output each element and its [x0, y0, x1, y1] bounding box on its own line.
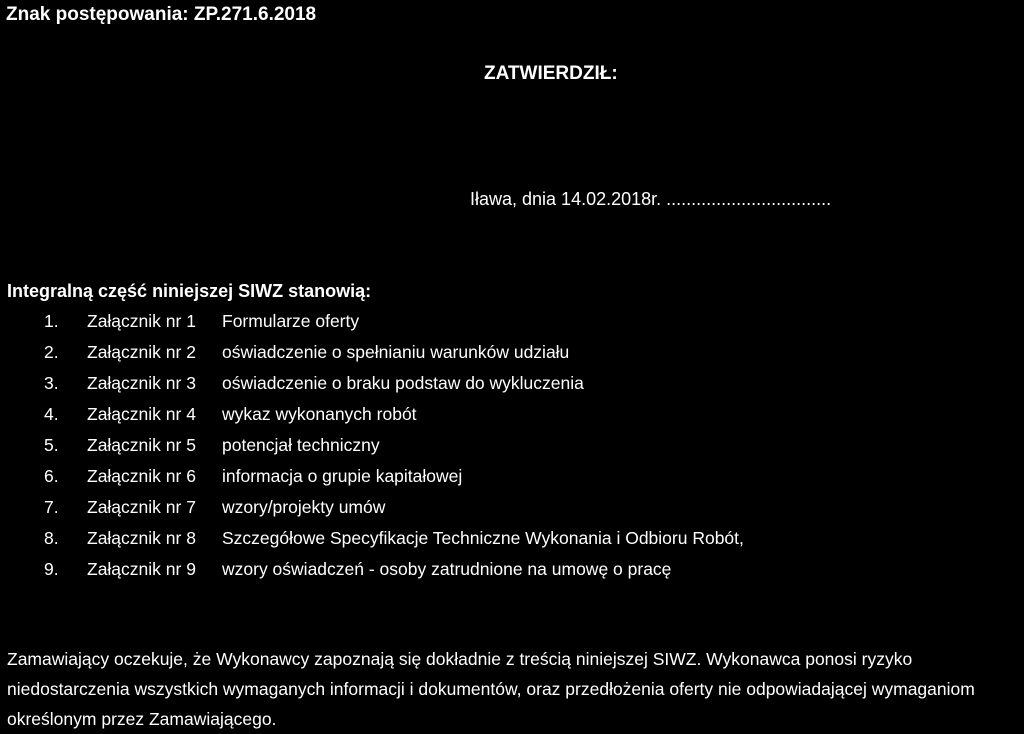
- item-number: 8.: [44, 528, 59, 548]
- attachment-label: Załącznik nr 2: [87, 342, 196, 362]
- attachment-label: Załącznik nr 3: [87, 373, 196, 393]
- item-number: 9.: [44, 559, 59, 579]
- footer-note: Zamawiający oczekuje, że Wykonawcy zapoznają się dokładnie z treścią niniejszej SIWZ. Wykonawca ponosi ryzyko niedostarczenia wszystkich wymaganych informacji i dokumentów, oraz przedłożenia oferty nie odpowiadającej wymaganiom określonym przez Zamawiającego.: [7, 649, 975, 729]
- attachment-description: informacja o grupie kapitałowej: [222, 466, 463, 486]
- attachment-description: potencjał techniczny: [222, 435, 380, 455]
- approved-label: ZATWIERDZIŁ:: [484, 63, 618, 84]
- place-and-date: Iława, dnia 14.02.2018r. .................................: [470, 189, 832, 209]
- attachment-description: Formularze oferty: [222, 311, 360, 331]
- attachment-description: Szczegółowe Specyfikacje Techniczne Wykonania i Odbioru Robót,: [222, 528, 744, 548]
- item-number: 6.: [44, 466, 59, 486]
- item-number: 1.: [44, 311, 59, 331]
- item-number: 4.: [44, 404, 59, 424]
- item-number: 2.: [44, 342, 59, 362]
- item-number: 7.: [44, 497, 59, 517]
- attachment-description: oświadczenie o spełnianiu warunków udziału: [222, 342, 570, 362]
- case-reference: Znak postępowania: ZP.271.6.2018: [6, 4, 317, 25]
- attachment-description: wzory/projekty umów: [222, 497, 386, 517]
- attachment-label: Załącznik nr 1: [87, 311, 196, 331]
- attachment-label: Załącznik nr 8: [87, 528, 196, 548]
- attachment-label: Załącznik nr 9: [87, 559, 196, 579]
- attachment-description: oświadczenie o braku podstaw do wykluczenia: [222, 373, 584, 393]
- attachment-label: Załącznik nr 7: [87, 497, 196, 517]
- item-number: 3.: [44, 373, 59, 393]
- attachment-label: Załącznik nr 6: [87, 466, 196, 486]
- attachments-heading: Integralną część niniejszej SIWZ stanowią:: [7, 281, 372, 301]
- attachment-description: wzory oświadczeń - osoby zatrudnione na umowę o pracę: [222, 559, 672, 579]
- attachment-description: wykaz wykonanych robót: [222, 404, 417, 424]
- attachment-label: Załącznik nr 4: [87, 404, 196, 424]
- attachment-label: Załącznik nr 5: [87, 435, 196, 455]
- item-number: 5.: [44, 435, 59, 455]
